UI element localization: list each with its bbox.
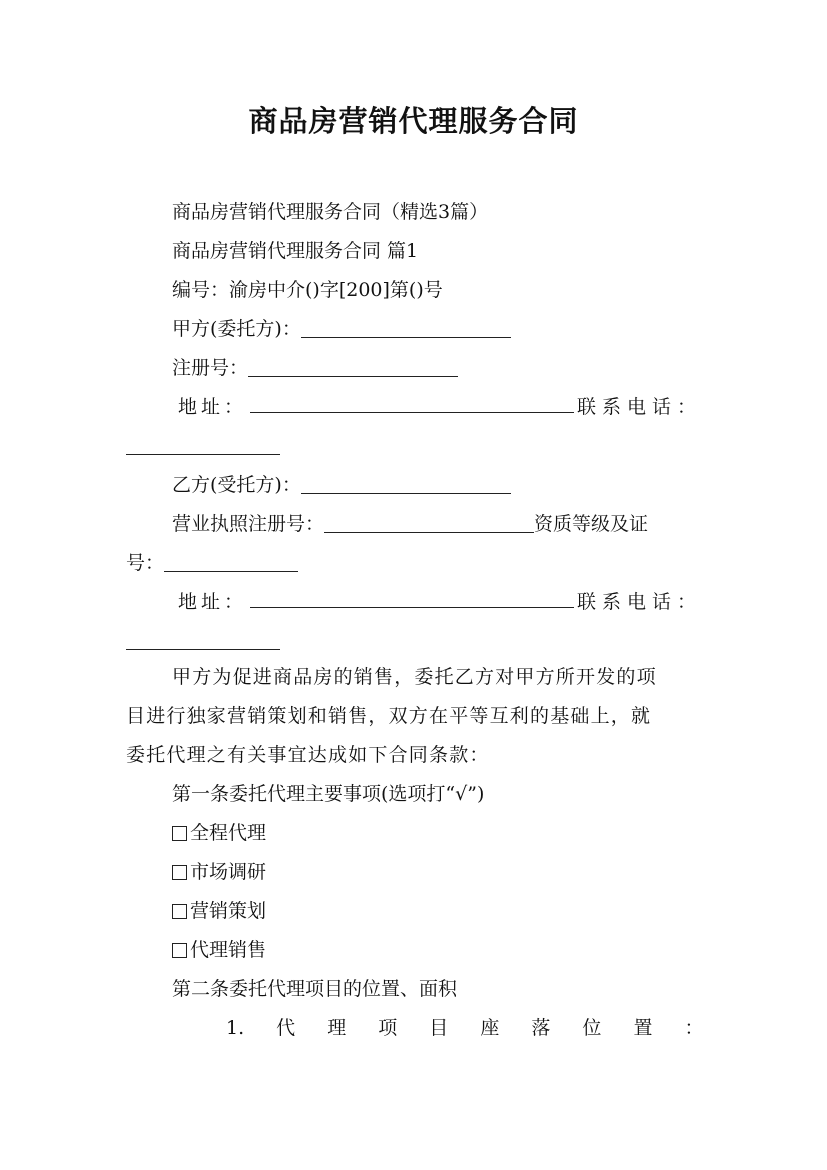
option-market-research bbox=[172, 857, 702, 887]
phone-b-row bbox=[126, 626, 702, 656]
option-sales-agency bbox=[172, 935, 702, 965]
paragraph-line: 甲方为促进商品房的销售，委托乙方对甲方所开发的项 bbox=[172, 666, 657, 688]
qualification-label: 资质等级及证 bbox=[534, 513, 649, 535]
address-a-blank bbox=[250, 392, 574, 413]
license-row bbox=[172, 509, 702, 539]
party-b-row bbox=[172, 470, 702, 500]
party-a-label: 甲方(委托方)： bbox=[172, 318, 301, 340]
phone-a-label: 联系电话： bbox=[576, 396, 702, 418]
checkbox-icon[interactable] bbox=[172, 904, 187, 919]
option-marketing-plan bbox=[172, 896, 702, 926]
phone-b-blank bbox=[126, 629, 280, 650]
document-title: 商品房营销代理服务合同 bbox=[248, 104, 579, 138]
subtitle: 商品房营销代理服务合同（精选3篇） bbox=[172, 201, 489, 223]
article-2-heading: 第二条委托代理项目的位置、面积 bbox=[172, 978, 458, 1000]
reg-no-row bbox=[172, 353, 702, 383]
paragraph-line: 委托代理之有关事宜达成如下合同条款： bbox=[126, 744, 490, 766]
reg-no-label: 注册号： bbox=[172, 357, 249, 379]
address-b-row bbox=[178, 587, 702, 617]
checkbox-icon[interactable] bbox=[172, 943, 187, 958]
phone-a-blank bbox=[126, 434, 280, 455]
license-blank bbox=[324, 512, 534, 533]
part-heading: 商品房营销代理服务合同 篇1 bbox=[172, 240, 419, 262]
party-b-blank bbox=[301, 473, 511, 494]
party-a-row bbox=[172, 314, 702, 344]
address-b-blank bbox=[250, 587, 574, 608]
qualification-cont-label: 号： bbox=[126, 552, 165, 574]
license-label: 营业执照注册号： bbox=[172, 513, 325, 535]
paragraph-line: 目进行独家营销策划和销售，双方在平等互利的基础上，就 bbox=[126, 705, 652, 727]
item-1-location: 1. 代 理 项 目 座 落 位 置 ： bbox=[226, 1017, 704, 1039]
option-label: 代理销售 bbox=[190, 939, 267, 961]
party-a-blank bbox=[301, 317, 511, 338]
qualification-blank bbox=[164, 551, 298, 572]
checkbox-icon[interactable] bbox=[172, 865, 187, 880]
article-1-heading: 第一条委托代理主要事项(选项打“√”) bbox=[172, 783, 485, 805]
address-a-label: 地址： bbox=[178, 396, 248, 418]
party-b-label: 乙方(受托方)： bbox=[172, 474, 301, 496]
phone-a-row bbox=[126, 431, 702, 461]
address-a-row bbox=[178, 392, 702, 422]
option-label: 营销策划 bbox=[190, 900, 267, 922]
option-full-agency bbox=[172, 818, 702, 848]
reg-no-blank bbox=[248, 356, 458, 377]
contract-number: 编号：渝房中介()字[200]第()号 bbox=[172, 279, 443, 301]
checkbox-icon[interactable] bbox=[172, 826, 187, 841]
option-label: 全程代理 bbox=[190, 822, 267, 844]
phone-b-label: 联系电话： bbox=[576, 591, 702, 613]
address-b-label: 地址： bbox=[178, 591, 248, 613]
qualification-row bbox=[126, 548, 702, 578]
option-label: 市场调研 bbox=[190, 861, 267, 883]
